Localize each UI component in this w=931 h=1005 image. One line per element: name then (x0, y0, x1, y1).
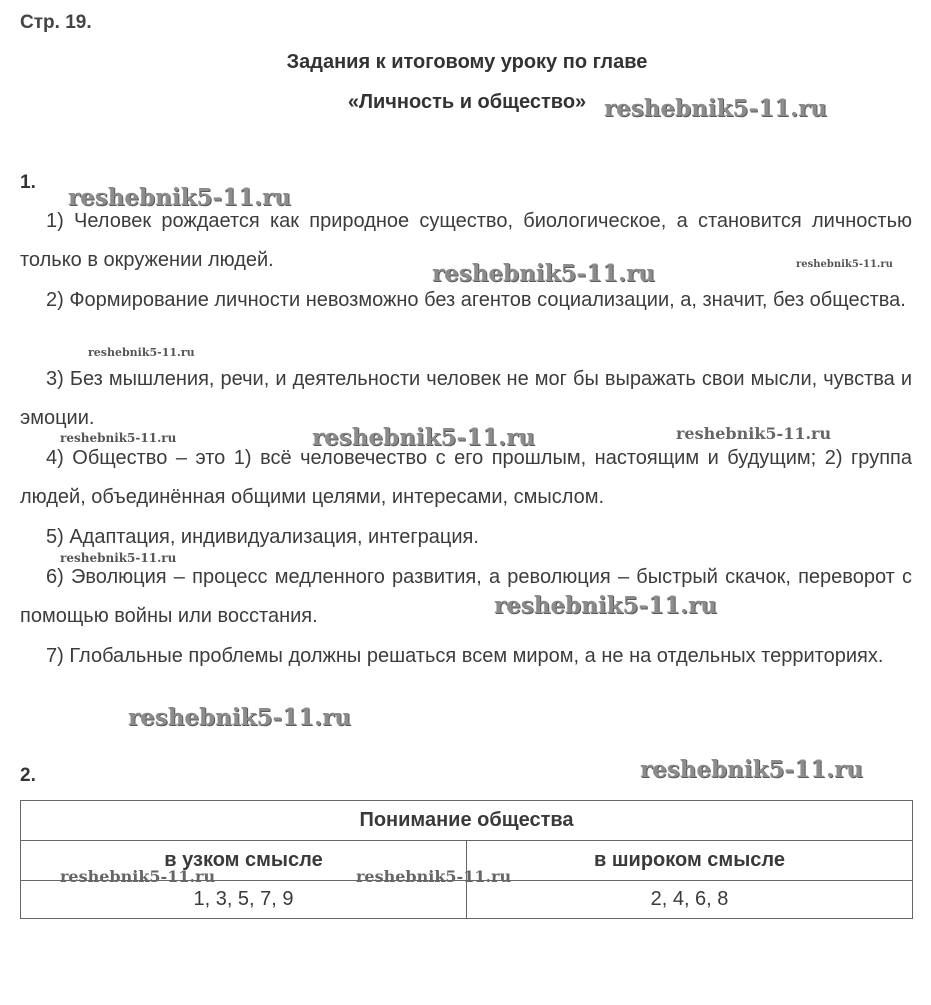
watermark: reshebnik5-11.ru (312, 424, 535, 451)
column-broad-sense: в широком смысле (467, 841, 913, 881)
answer-5: 5) Адаптация, индивидуализация, интеграция. (46, 526, 479, 548)
answer-6: 6) Эволюция – процесс медленного развития, а революция – быстрый скачок, переворот с помощью войны или восстания. (20, 566, 912, 627)
watermark: reshebnik5-11.ru (88, 346, 195, 359)
society-table (20, 800, 913, 919)
page-title-line-2: «Личность и общество» (347, 91, 587, 113)
watermark: reshebnik5-11.ru (432, 260, 655, 287)
watermark: reshebnik5-11.ru (60, 431, 177, 445)
watermark: reshebnik5-11.ru (60, 867, 216, 886)
broad-sense-values: 2, 4, 6, 8 (467, 881, 913, 919)
watermark: reshebnik5-11.ru (676, 424, 832, 443)
redacted-area (112, 14, 382, 34)
answer-1: 1) Человек рождается как природное существо, биологическое, а становится личностью только в окружении людей. (20, 210, 912, 271)
answer-3: 3) Без мышления, речи, и деятельности человек не мог бы выражать свои мысли, чувства и эмоции. (20, 368, 912, 429)
page-title-line-1: Задания к итоговому уроку по главе (286, 51, 648, 73)
watermark: reshebnik5-11.ru (604, 95, 827, 122)
watermark: reshebnik5-11.ru (640, 756, 863, 783)
watermark: reshebnik5-11.ru (128, 704, 351, 731)
column-narrow-sense: в узком смысле (21, 841, 467, 881)
task-2-number: 2. (20, 765, 36, 786)
table-caption: Понимание общества (21, 801, 913, 841)
answer-4: 4) Общество – это 1) всё человечество с его прошлым, настоящим и будущим; 2) группа людей, объединённая общими целями, интересами, смыслом. (20, 447, 912, 508)
watermark: reshebnik5-11.ru (494, 592, 717, 619)
watermark: reshebnik5-11.ru (68, 184, 291, 211)
watermark: reshebnik5-11.ru (796, 259, 893, 270)
page-reference: Стр. 19. (20, 12, 92, 33)
answer-7: 7) Глобальные проблемы должны решаться всем миром, а не на отдельных территориях. (46, 645, 884, 667)
answer-2: 2) Формирование личности невозможно без агентов социализации, а, значит, без общества. (46, 289, 906, 311)
cut-off-text-line (20, 930, 140, 934)
watermark: reshebnik5-11.ru (60, 551, 177, 565)
watermark: reshebnik5-11.ru (356, 867, 512, 886)
task-1-number: 1. (20, 172, 36, 193)
narrow-sense-values: 1, 3, 5, 7, 9 (21, 881, 467, 919)
